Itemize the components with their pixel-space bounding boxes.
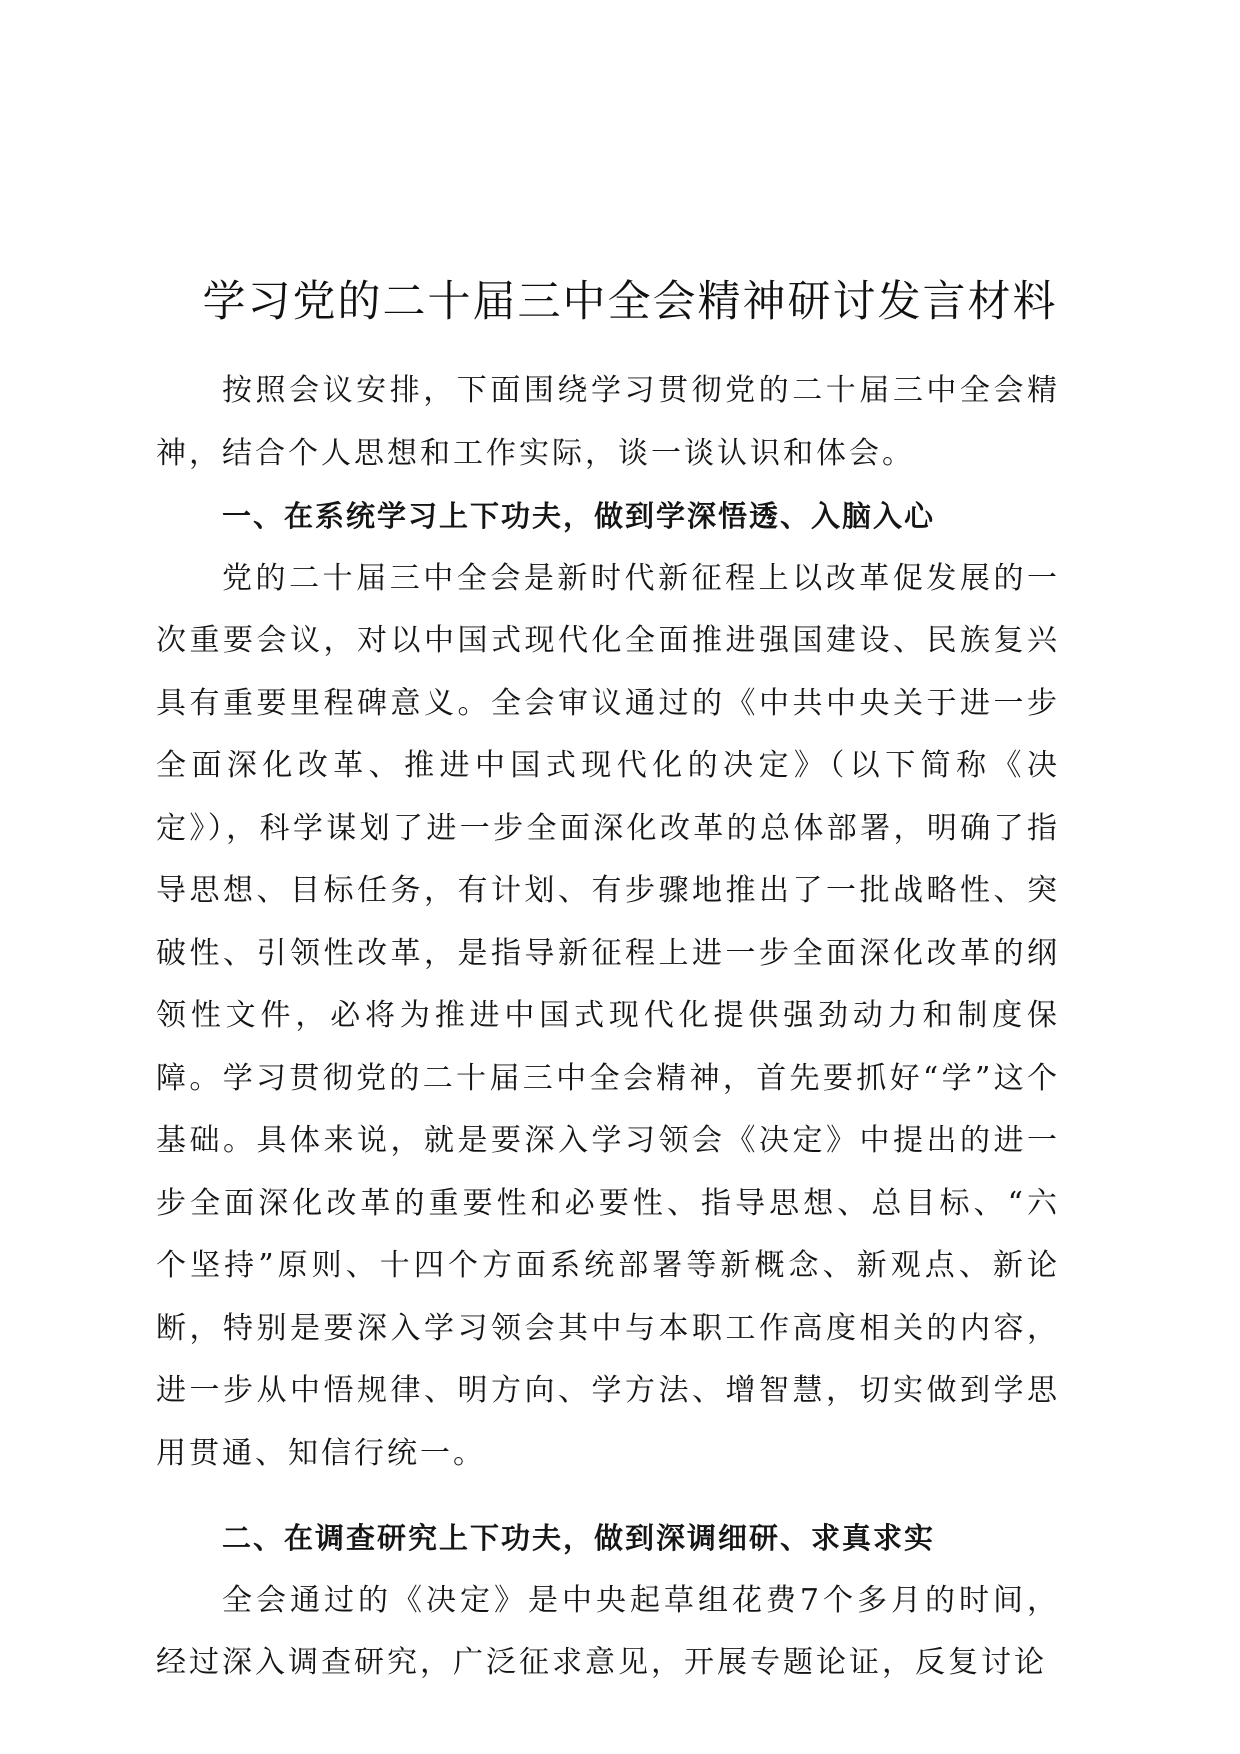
section-1-paragraph: 党的二十届三中全会是新时代新征程上以改革促发展的一次重要会议，对以中国式现代化全面推进强国建设、民族复兴具有重要里程碑意义。全会审议通过的《中共中央关于进一步全面深化改革、推进中国式现代化的决定》（以下简称《决定》），科学谋划了进一步全面深化改革的总体部署，明确了指导思想、目标任务，有计划、有步骤地推出了一批战略性、突破性、引领性改革，是指导新征程上进一步全面深化改革的纲领性文件，必将为推进中国式现代化提供强劲动力和制度保障。学习贯彻党的二十届三中全会精神，首先要抓好“学”这个基础。具体来说，就是要深入学习领会《决定》中提出的进一步全面深化改革的重要性和必要性、指导思想、总目标、“六个坚持”原则、十四个方面系统部署等新概念、新观点、新论断，特别是要深入学习领会其中与本职工作高度相关的内容，进一步从中悟规律、明方向、学方法、增智慧，切实做到学思用贯通、知信行统一。 bbox=[156, 560, 1060, 1471]
section-2-heading: 二、在调查研究上下功夫，做到深调细研、求真求实 bbox=[222, 1521, 936, 1555]
document-body bbox=[156, 360, 1060, 1695]
intro-paragraph: 按照会议安排，下面围绕学习贯彻党的二十届三中全会精神，结合个人思想和工作实际，谈一谈认识和体会。 bbox=[156, 373, 1060, 471]
section-1-heading: 一、在系统学习上下功夫，做到学深悟透、入脑入心 bbox=[222, 499, 936, 533]
document-title: 学习党的二十届三中全会精神研讨发言材料 bbox=[202, 277, 1058, 327]
section-2-paragraph: 全会通过的《决定》是中央起草组花费7个多月的时间，经过深入调查研究，广泛征求意见，开展专题论证，反复讨论 bbox=[156, 1582, 1060, 1680]
